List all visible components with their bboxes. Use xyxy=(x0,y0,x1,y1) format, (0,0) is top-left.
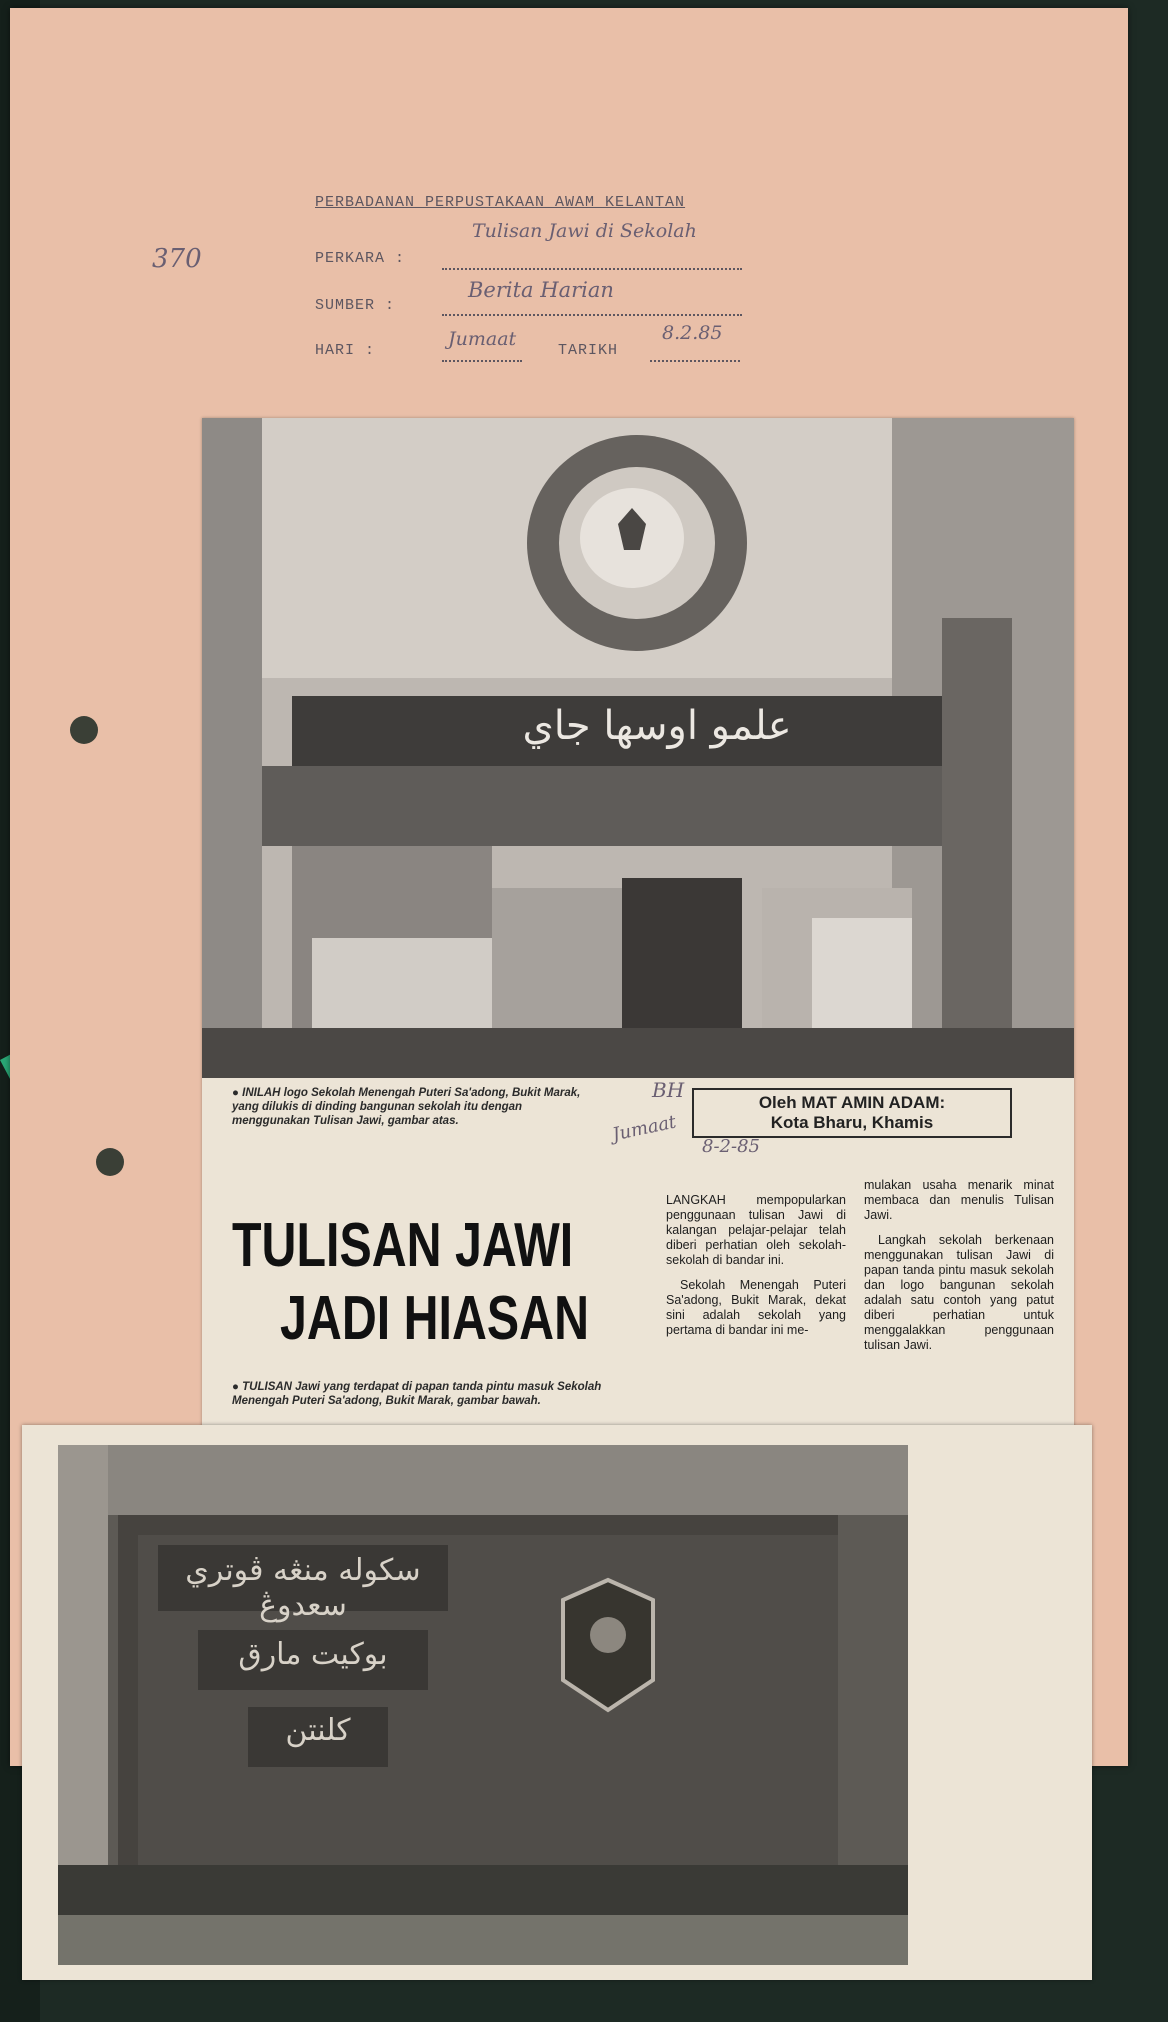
top-photo-caption: ● INILAH logo Sekolah Menengah Puteri Sa'adong, Bukit Marak, yang dilukis di dinding bangunan sekolah itu dengan menggunakan Tulisan Jawi, gambar atas. xyxy=(232,1087,581,1127)
hari-dotted-line xyxy=(442,358,522,362)
headline-line-2: JADI HIASAN xyxy=(280,1284,590,1353)
article-column-2 xyxy=(864,1178,1054,1363)
tarikh-value: 8.2.85 xyxy=(662,322,723,344)
perkara-value: Tulisan Jawi di Sekolah xyxy=(472,220,697,242)
byline-box xyxy=(692,1088,1012,1138)
hari-label: HARI : xyxy=(315,342,376,359)
school-signboard-photo-art xyxy=(58,1445,908,1965)
bottom-photo-caption: ● TULISAN Jawi yang terdapat di papan tanda pintu masuk Sekolah Menengah Puteri Sa'adong, Bukit Marak, gambar bawah. xyxy=(232,1381,602,1407)
signboard-line-3: کلنتن xyxy=(285,1713,351,1748)
byline-location: Kota Bharu, Khamis xyxy=(770,1113,934,1132)
handnote-day: Jumaat xyxy=(610,1111,679,1146)
hari-value: Jumaat xyxy=(448,328,517,350)
byline-author: Oleh MAT AMIN ADAM: xyxy=(758,1093,946,1112)
signboard-line-1: سکوله منڠه ڤوتري سعدوڠ xyxy=(185,1553,421,1623)
article-column-1 xyxy=(666,1193,846,1348)
tarikh-dotted-line xyxy=(650,358,740,362)
sumber-label: SUMBER : xyxy=(315,297,396,314)
school-logo-photo xyxy=(202,418,1074,1078)
newspaper-clipping-bottom xyxy=(22,1425,1092,1980)
punch-hole-bottom xyxy=(96,1148,124,1176)
col1-paragraph-2: Sekolah Menengah Puteri Sa'adong, Bukit Marak, dekat sini adalah sekolah yang pertama di bandar ini me- xyxy=(666,1278,846,1337)
headline-line-1: TULISAN JAWI xyxy=(232,1211,574,1280)
tarikh-label: TARIKH xyxy=(558,342,619,359)
sumber-value: Berita Harian xyxy=(468,278,614,302)
perkara-label: PERKARA : xyxy=(315,250,406,267)
school-signboard-photo xyxy=(58,1445,908,1965)
col2-paragraph-2: Langkah sekolah berkenaan menggunakan tulisan Jawi di papan tanda pintu masuk sekolah dan logo bangunan sekolah adalah satu contoh yang patut diberi perhatian untuk menggalakkan penggunaan tulisan Jawi. xyxy=(864,1233,1054,1352)
col2-paragraph-1: mulakan usaha menarik minat membaca dan menulis Tulisan Jawi. xyxy=(864,1178,1054,1222)
newspaper-clipping-top xyxy=(202,418,1074,1438)
handnote-date: 8-2-85 xyxy=(702,1136,760,1157)
punch-hole-top xyxy=(70,716,98,744)
col1-paragraph-1: LANGKAH mempopularkan penggunaan tulisan Jawi di kalangan pelajar-pelajar telah diberi perhatian oleh sekolah-sekolah di bandar ini. xyxy=(666,1193,846,1267)
form-heading: PERBADANAN PERPUSTAKAAN AWAM KELANTAN xyxy=(315,194,686,211)
handnote-source: BH xyxy=(652,1078,685,1102)
arabic-sign-text: علمو اوسها جاي xyxy=(522,703,792,749)
sumber-dotted-line xyxy=(442,312,742,316)
signboard-line-2: بوکيت مارق xyxy=(238,1637,388,1672)
reference-number: 370 xyxy=(152,244,202,274)
perkara-dotted-line xyxy=(442,266,742,270)
